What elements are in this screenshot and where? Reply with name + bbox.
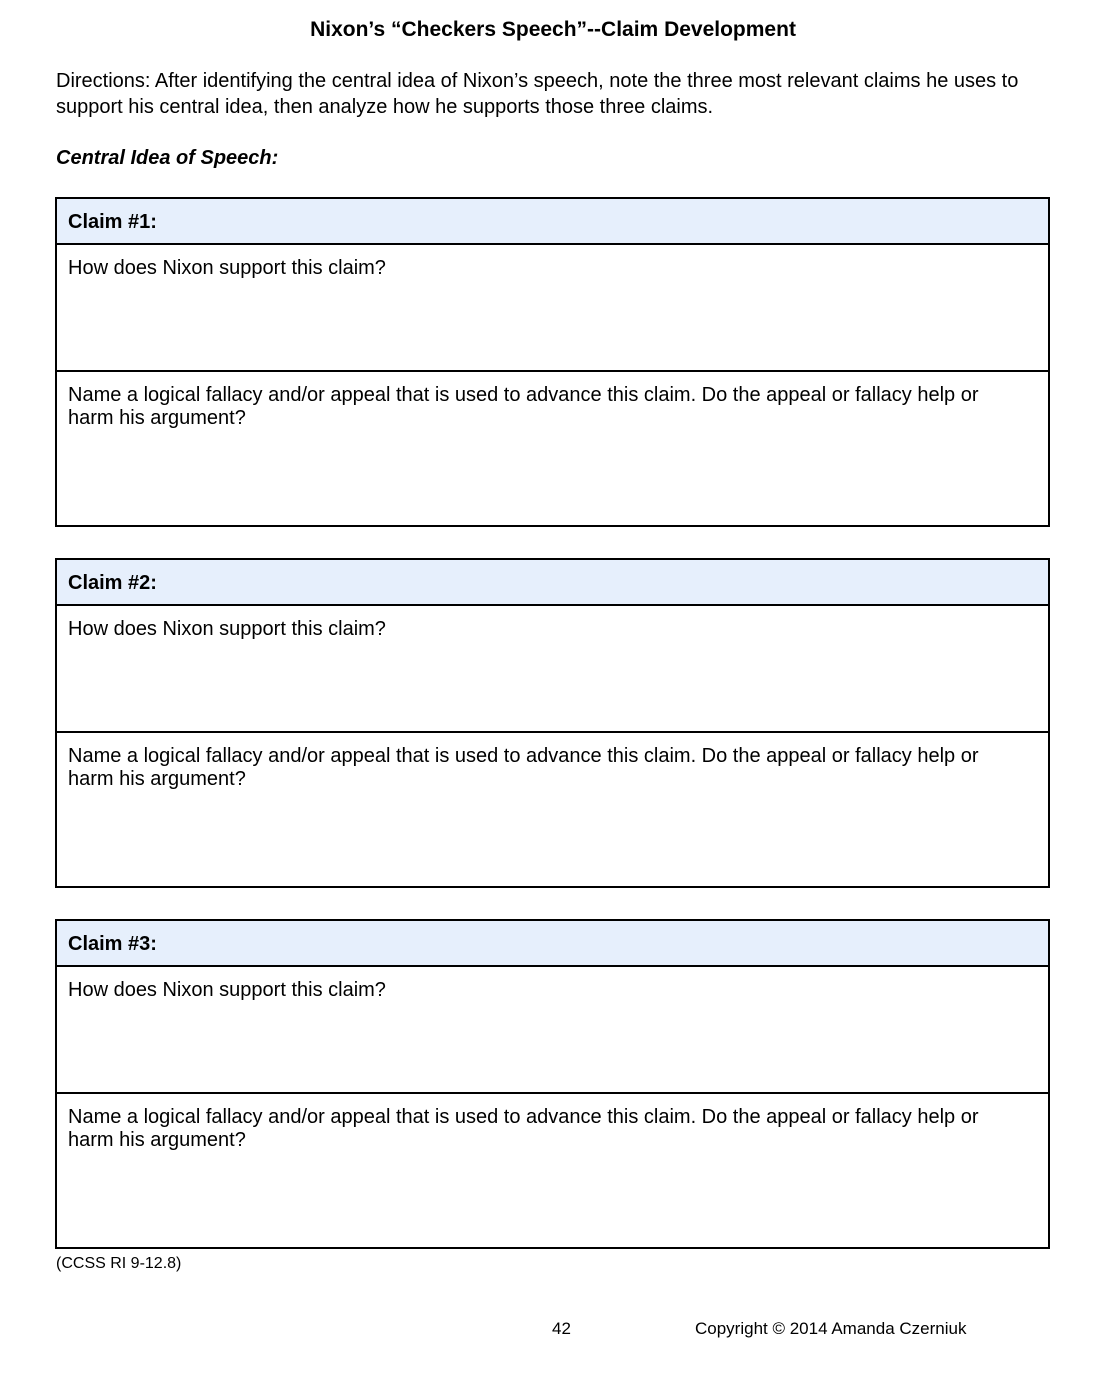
claim-header: Claim #3:: [57, 921, 1048, 967]
directions-text: Directions: After identifying the central idea of Nixon’s speech, note the three most relevant claims he uses to support his central idea, then analyze how he supports those three claims.: [56, 70, 1019, 118]
standard-reference: (CCSS RI 9-12.8): [56, 1255, 182, 1272]
claim-header: Claim #2:: [57, 560, 1048, 606]
copyright-notice: Copyright © 2014 Amanda Czerniuk: [695, 1319, 967, 1338]
claim-box-3: [55, 919, 1050, 1249]
support-prompt: How does Nixon support this claim?: [57, 245, 1048, 372]
central-idea-label: Central Idea of Speech:: [56, 147, 279, 169]
claim-box-2: [55, 558, 1050, 888]
fallacy-prompt: Name a logical fallacy and/or appeal that is used to advance this claim. Do the appeal or fallacy help or harm his argument?: [68, 1106, 979, 1151]
page-title: Nixon’s “Checkers Speech”--Claim Development: [310, 18, 796, 41]
claim-box-1: [55, 197, 1050, 527]
support-prompt: How does Nixon support this claim?: [57, 606, 1048, 733]
support-prompt: How does Nixon support this claim?: [57, 967, 1048, 1094]
claim-header: Claim #1:: [57, 199, 1048, 245]
fallacy-prompt: Name a logical fallacy and/or appeal that is used to advance this claim. Do the appeal or fallacy help or harm his argument?: [68, 384, 979, 429]
page-number: 42: [552, 1319, 571, 1338]
fallacy-prompt: Name a logical fallacy and/or appeal that is used to advance this claim. Do the appeal or fallacy help or harm his argument?: [68, 745, 979, 790]
